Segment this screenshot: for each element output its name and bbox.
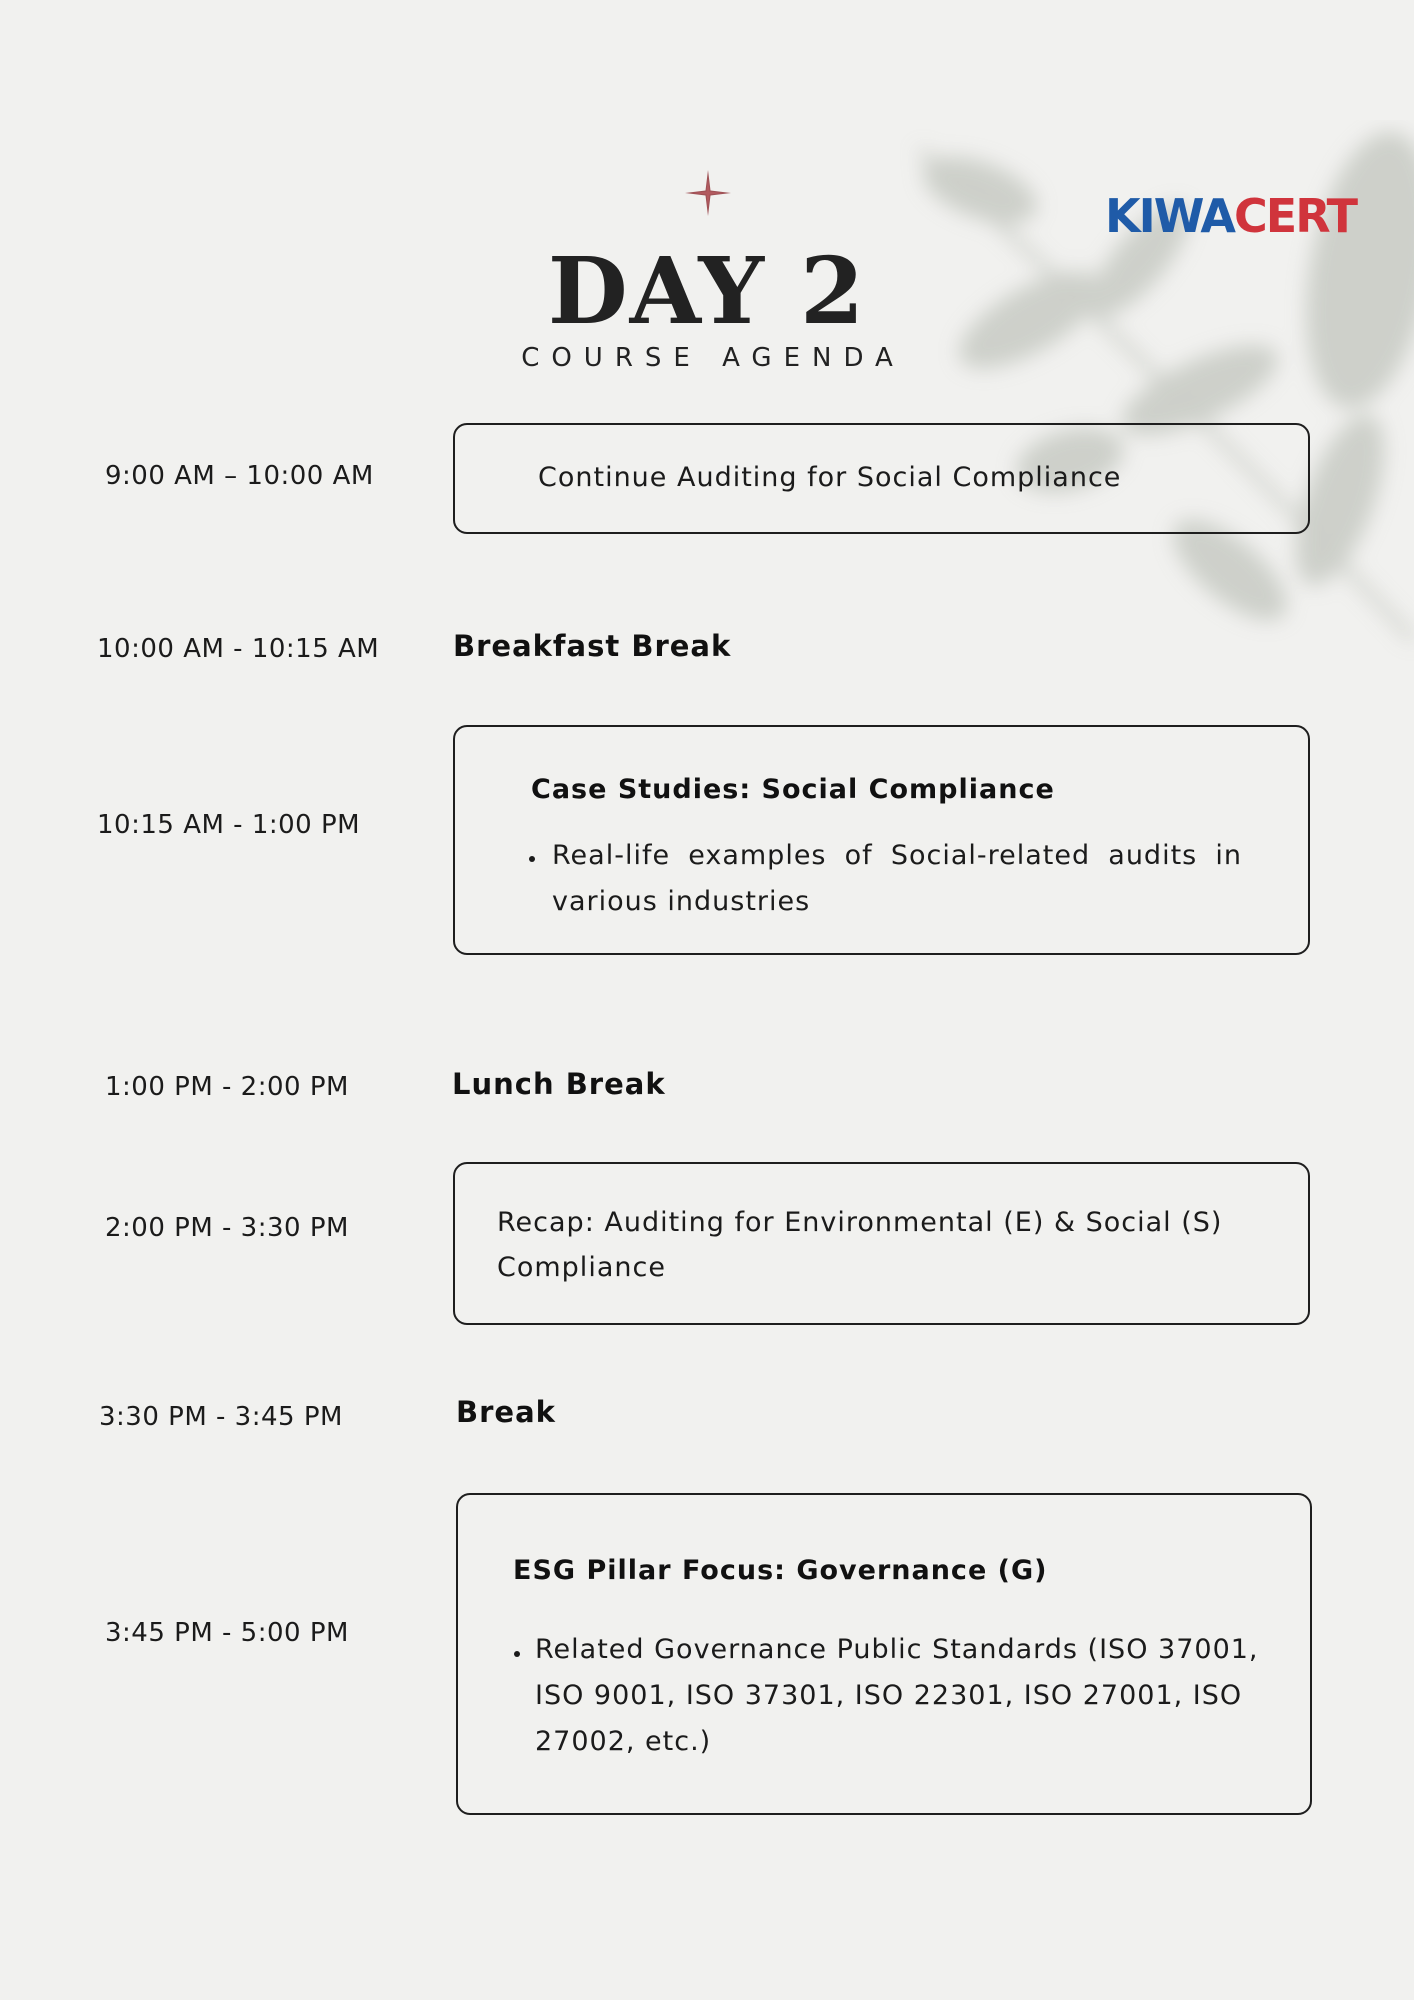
agenda-bullet-7: Related Governance Public Standards (ISO 37001, ISO 9001, ISO 37301, ISO 22301, ISO 27001, ISO 27002, etc.) xyxy=(535,1634,1259,1757)
bullet-dot-icon xyxy=(514,1651,520,1657)
page-title: DAY 2 xyxy=(547,237,867,345)
sparkle-star-icon xyxy=(683,168,733,218)
agenda-time-6: 3:30 PM - 3:45 PM xyxy=(99,1402,343,1432)
bullet-dot-icon xyxy=(529,856,535,862)
agenda-time-7: 3:45 PM - 5:00 PM xyxy=(105,1618,349,1648)
agenda-time-4: 1:00 PM - 2:00 PM xyxy=(105,1072,349,1102)
agenda-time-5: 2:00 PM - 3:30 PM xyxy=(105,1213,349,1243)
agenda-bullet-3: Real-life examples of Social-related audits in various industries xyxy=(552,840,1242,917)
logo-kiwa-text: KIWA xyxy=(1105,189,1235,243)
agenda-time-3: 10:15 AM - 1:00 PM xyxy=(97,810,361,840)
logo-cert-text: CERT xyxy=(1234,189,1356,243)
agenda-title-7: ESG Pillar Focus: Governance (G) xyxy=(513,1555,1048,1586)
agenda-break-label-2: Breakfast Break xyxy=(453,629,732,663)
agenda-time-2: 10:00 AM - 10:15 AM xyxy=(97,634,380,664)
agenda-text-5: Recap: Auditing for Environmental (E) & Social (S) Compliance xyxy=(497,1207,1223,1283)
agenda-break-label-4: Lunch Break xyxy=(452,1067,666,1101)
page-subtitle: COURSE AGENDA xyxy=(521,343,905,373)
agenda-text-1: Continue Auditing for Social Compliance xyxy=(538,462,1122,493)
agenda-break-label-6: Break xyxy=(456,1395,556,1429)
agenda-title-3: Case Studies: Social Compliance xyxy=(531,774,1055,805)
agenda-time-1: 9:00 AM – 10:00 AM xyxy=(105,461,374,491)
